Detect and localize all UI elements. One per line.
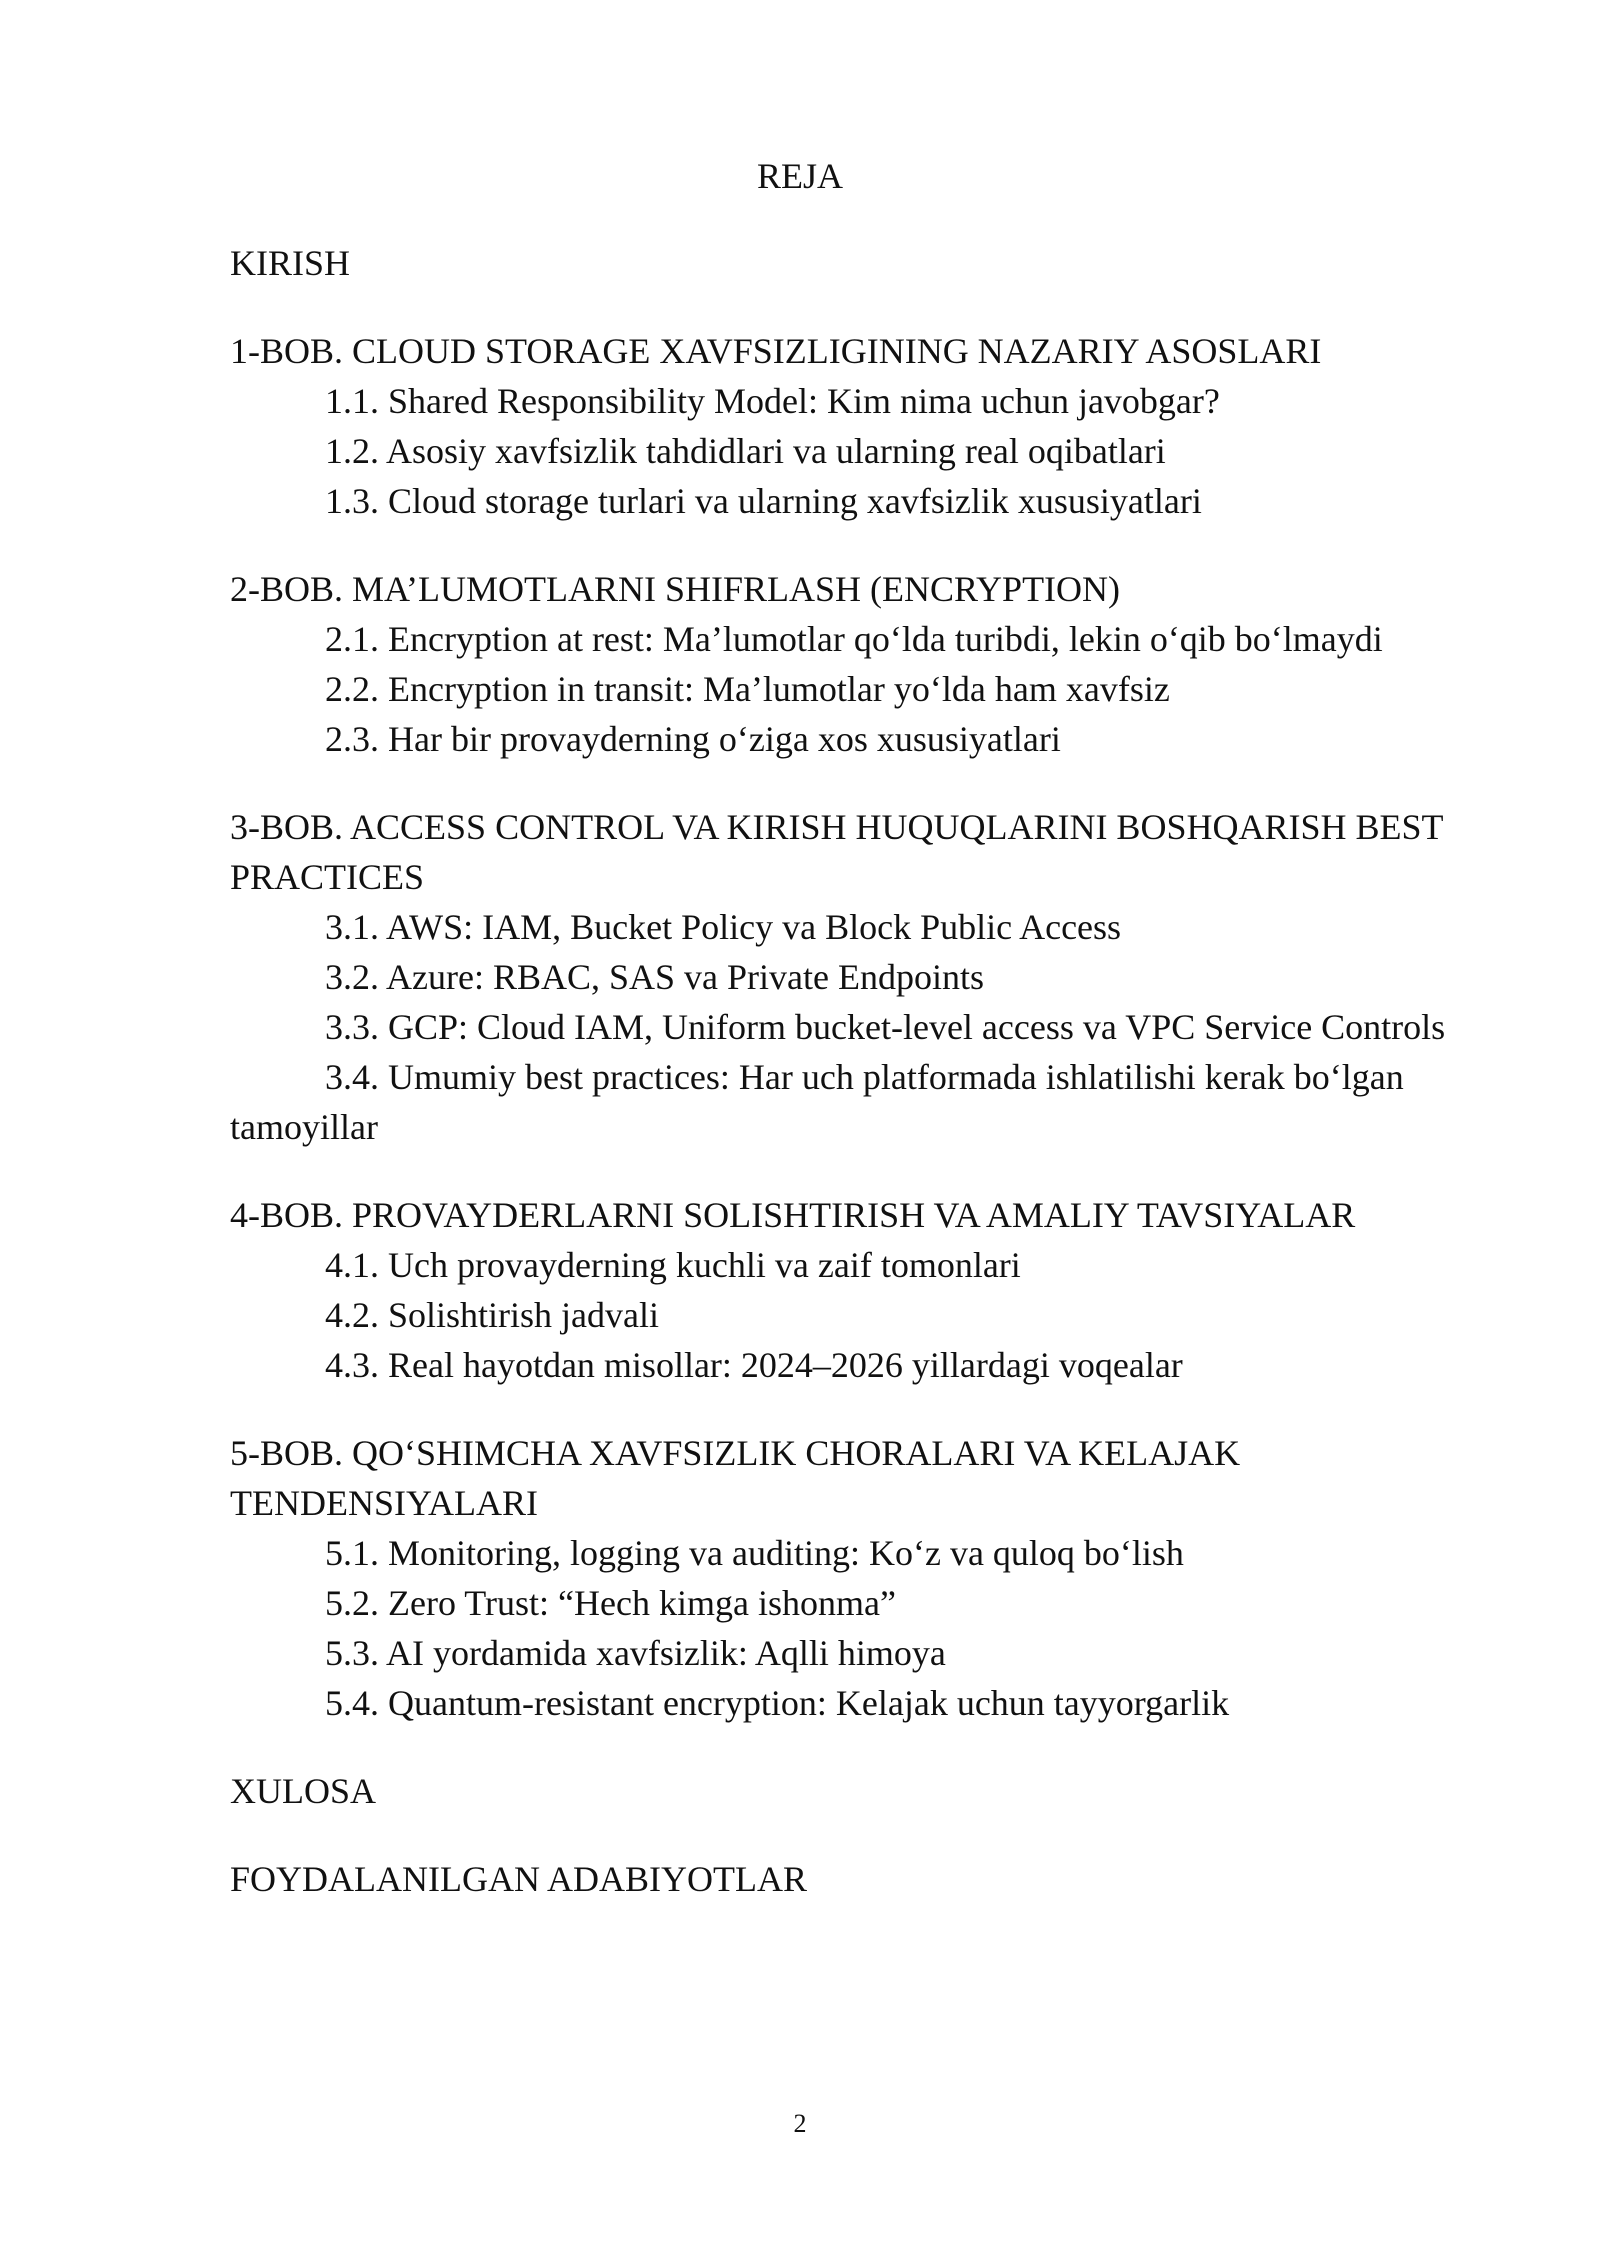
toc-item: 2.1. Encryption at rest: Ma’lumotlar qo‘lda turibdi, lekin o‘qib bo‘lmaydi <box>325 619 1383 659</box>
toc-conclusion: XULOSA <box>230 1771 377 1811</box>
toc-item: 1.2. Asosiy xavfsizlik tahdidlari va ularning real oqibatlari <box>325 431 1166 471</box>
toc-item: 2.3. Har bir provayderning o‘ziga xos xususiyatlari <box>325 719 1061 759</box>
toc-item: 1.1. Shared Responsibility Model: Kim nima uchun javobgar? <box>325 381 1220 421</box>
chapter-3-items <box>230 902 1470 1152</box>
toc-item: 5.4. Quantum-resistant encryption: Kelajak uchun tayyorgarlik <box>325 1683 1230 1723</box>
toc-item: 5.3. AI yordamida xavfsizlik: Aqlli himoya <box>325 1633 946 1673</box>
chapter-5-items <box>230 1528 1470 1728</box>
toc-item: 5.2. Zero Trust: “Hech kimga ishonma” <box>325 1583 896 1623</box>
toc-references: FOYDALANILGAN ADABIYOTLAR <box>230 1859 807 1899</box>
toc-item: 3.2. Azure: RBAC, SAS va Private Endpoints <box>325 957 984 997</box>
toc-item: 4.1. Uch provayderning kuchli va zaif tomonlari <box>325 1245 1021 1285</box>
toc-item: 1.3. Cloud storage turlari va ularning xavfsizlik xususiyatlari <box>325 481 1202 521</box>
page-number: 2 <box>793 2109 807 2138</box>
chapter-2-items <box>230 614 1470 764</box>
toc-item: 3.4. Umumiy best practices: Har uch platformada ishlatilishi kerak bo‘lgan tamoyillar <box>230 1057 1404 1147</box>
toc-item: 2.2. Encryption in transit: Ma’lumotlar yo‘lda ham xavfsiz <box>325 669 1170 709</box>
chapter-4-heading: 4-BOB. PROVAYDERLARNI SOLISHTIRISH VA AMALIY TAVSIYALAR <box>230 1195 1356 1235</box>
chapter-3-heading: 3-BOB. ACCESS CONTROL VA KIRISH HUQUQLARINI BOSHQARISH BEST PRACTICES <box>230 807 1443 897</box>
chapter-1-items <box>230 376 1470 526</box>
toc-item: 4.2. Solishtirish jadvali <box>325 1295 660 1335</box>
table-of-contents <box>230 238 1470 1942</box>
chapter-4-items <box>230 1240 1470 1390</box>
chapter-2-heading: 2-BOB. MA’LUMOTLARNI SHIFRLASH (ENCRYPTION) <box>230 569 1121 609</box>
page-title: REJA <box>756 156 843 196</box>
toc-item: 3.3. GCP: Cloud IAM, Uniform bucket-level access va VPC Service Controls <box>325 1007 1446 1047</box>
toc-intro: KIRISH <box>230 243 351 283</box>
toc-item: 3.1. AWS: IAM, Bucket Policy va Block Public Access <box>325 907 1122 947</box>
chapter-5-heading: 5-BOB. QO‘SHIMCHA XAVFSIZLIK CHORALARI VA KELAJAK TENDENSIYALARI <box>230 1433 1241 1523</box>
toc-item: 5.1. Monitoring, logging va auditing: Ko‘z va quloq bo‘lish <box>325 1533 1184 1573</box>
toc-item: 4.3. Real hayotdan misollar: 2024–2026 yillardagi voqealar <box>325 1345 1183 1385</box>
chapter-1-heading: 1-BOB. CLOUD STORAGE XAVFSIZLIGINING NAZARIY ASOSLARI <box>230 331 1322 371</box>
